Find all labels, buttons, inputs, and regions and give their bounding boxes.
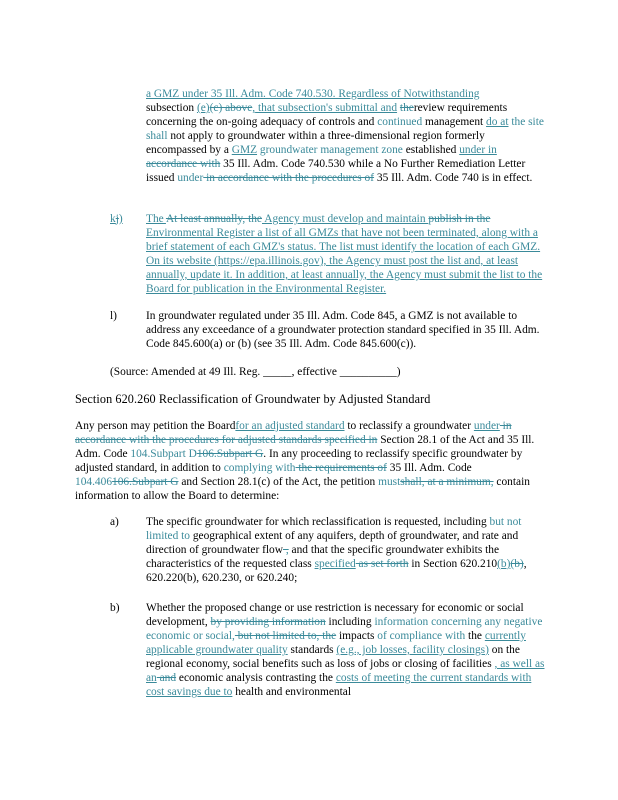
source-note: [110, 365, 540, 379]
blank-line: __________: [339, 366, 397, 378]
item-k: [146, 212, 546, 296]
item-marker-b: b): [110, 602, 120, 614]
inserted-text: the site shall: [146, 116, 544, 142]
section-heading: Section 620.260 Reclassification of Groundwater by Adjusted Standard: [75, 392, 431, 406]
inserted-text: (e): [196, 102, 210, 114]
inserted-text: The: [146, 213, 166, 225]
text: impacts: [336, 630, 378, 642]
deleted-text: ,: [282, 544, 289, 556]
deleted-text: shall, at a minimum,: [400, 476, 494, 488]
text: , effective: [291, 366, 340, 378]
text: contain information to allow the Board to determine:: [75, 476, 530, 502]
deleted-text: (c) above: [209, 102, 253, 114]
deleted-text: and: [156, 672, 177, 684]
text: Section 28.1 of the Act and 35 Ill. Adm. Code: [75, 434, 535, 460]
text: management: [422, 116, 487, 128]
inserted-text: currently applicable groundwater quality: [146, 630, 526, 656]
text: economic analysis contrasting the: [176, 672, 336, 684]
deleted-text: the requirements of: [295, 462, 387, 474]
text: including: [325, 616, 375, 628]
deleted-text: as set forth: [355, 558, 409, 570]
inserted-text: but not limited to: [146, 516, 522, 542]
section-intro-paragraph: [75, 419, 545, 503]
deleted-text: j: [115, 213, 119, 225]
text: geographical extent of any aquifers, depth of groundwater, and rate and direction of groundwater flow: [146, 530, 519, 556]
text: on the regional economy, social benefits such as loss of jobs or closing of facilities: [146, 644, 520, 670]
deleted-text: in accordance with the procedures of: [203, 172, 375, 184]
inserted-text: under: [177, 172, 204, 184]
text: the: [465, 630, 485, 642]
text: health and environmental: [232, 686, 351, 698]
inserted-text: under in: [459, 144, 497, 156]
text: and Section 28.1(c) of the Act, the petition: [178, 476, 379, 488]
inserted-text: GMZ: [231, 144, 258, 156]
text: The specific groundwater for which reclassification is requested, including: [146, 516, 490, 528]
deleted-text: accordance with: [146, 158, 221, 170]
item-marker-l: l): [110, 310, 117, 322]
inserted-text: information concerning any negative economic or social,: [146, 616, 543, 642]
text: 35 Ill. Adm. Code: [386, 462, 472, 474]
deleted-text: 106.Subpart G: [196, 448, 264, 460]
item-l: In groundwater regulated under 35 Ill. Adm. Code 845, a GMZ is not available to address any exceedance of a groundwater protection standard specified in 35 Ill. Adm. Code 845.600(a) or (b) (see 35 Ill. Adm. Code 845.600(c)).: [146, 310, 540, 350]
inserted-text: Environmental Register a list of all GMZs that have not been terminated, along with a brief statement of each GMZ's status. The list must identify the location of each GMZ. On its website (https://epa.illinois.gov), the Agency must post the list and, at least annually, update it. In addition, at least annually, the Agency must submit the list to the Board for publication in the Environmental Register.: [146, 227, 543, 295]
paragraph-continuation: [146, 87, 546, 185]
item-marker-a: a): [110, 516, 119, 528]
inserted-text: under: [473, 420, 500, 432]
inserted-text: continued: [377, 116, 423, 128]
deleted-text: (b): [510, 558, 524, 570]
inserted-text: k: [110, 213, 116, 225]
deleted-text: by providing information: [210, 616, 326, 628]
text: review requirements concerning the on-going adequacy of controls and: [146, 102, 508, 128]
deleted-text: At least annually, the: [165, 213, 262, 225]
text: 35 Ill. Adm. Code 740.530 while a No Further Remediation Letter issued: [146, 158, 526, 184]
text: Whether the proposed change or use restriction is necessary for economic or social development,: [146, 602, 524, 628]
inserted-text: , as well as an: [146, 658, 545, 684]
inserted-text: that subsection's submittal and: [255, 102, 398, 114]
item-a: [146, 515, 546, 585]
text: established: [402, 144, 460, 156]
deleted-text: the: [399, 102, 414, 114]
inserted-text: ): [118, 213, 123, 225]
inserted-text: specified: [314, 558, 356, 570]
inserted-text: costs of meeting the current standards with cost savings due to: [146, 672, 532, 698]
inserted-text: groundwater management zone: [259, 144, 403, 156]
text: 35 Ill. Adm. Code 740 is in effect.: [374, 172, 533, 184]
inserted-text: do at: [486, 116, 509, 128]
deleted-text: in accordance with the procedures for adjusted standards specified in: [75, 420, 512, 446]
inserted-text: (b): [497, 558, 511, 570]
text: (Source: Amended at 49 Ill. Reg.: [110, 366, 264, 378]
deleted-text: 106.Subpart G: [112, 476, 179, 488]
text: and that the specific groundwater exhibits the characteristics of the requested class: [146, 544, 500, 570]
inserted-text: Agency must develop and maintain: [262, 213, 429, 225]
text: in Section 620.210: [408, 558, 498, 570]
inserted-text: of compliance with: [377, 630, 466, 642]
inserted-text: ,: [252, 102, 256, 114]
inserted-text: (e.g., job losses, facility closings): [336, 644, 489, 656]
item-b: [146, 601, 546, 699]
text: Any person may petition the Board: [75, 420, 236, 432]
text: not apply to groundwater within a three-dimensional region formerly encompassed by a: [146, 130, 485, 156]
inserted-text: for an adjusted standard: [235, 420, 345, 432]
item-marker-k: [110, 212, 123, 226]
text: , 620.220(b), 620.230, or 620.240;: [146, 558, 527, 584]
blank-line: _____: [263, 366, 292, 378]
deleted-text: but not limited to, the: [234, 630, 337, 642]
text: subsection: [146, 102, 195, 114]
inserted-text: complying with: [223, 462, 296, 474]
inserted-text: 104.406: [75, 476, 113, 488]
text: standards: [287, 644, 337, 656]
deleted-text: publish in the: [428, 213, 491, 225]
text: to reclassify a groundwater: [344, 420, 474, 432]
inserted-text: a GMZ under 35 Ill. Adm. Code 740.530. Regardless of Notwithstanding: [146, 88, 480, 100]
text: . In any proceeding to reclassify specific groundwater by adjusted standard, in addition to: [75, 448, 523, 474]
text: ): [396, 366, 401, 378]
inserted-text: must: [378, 476, 401, 488]
inserted-text: 104.Subpart D: [130, 448, 197, 460]
